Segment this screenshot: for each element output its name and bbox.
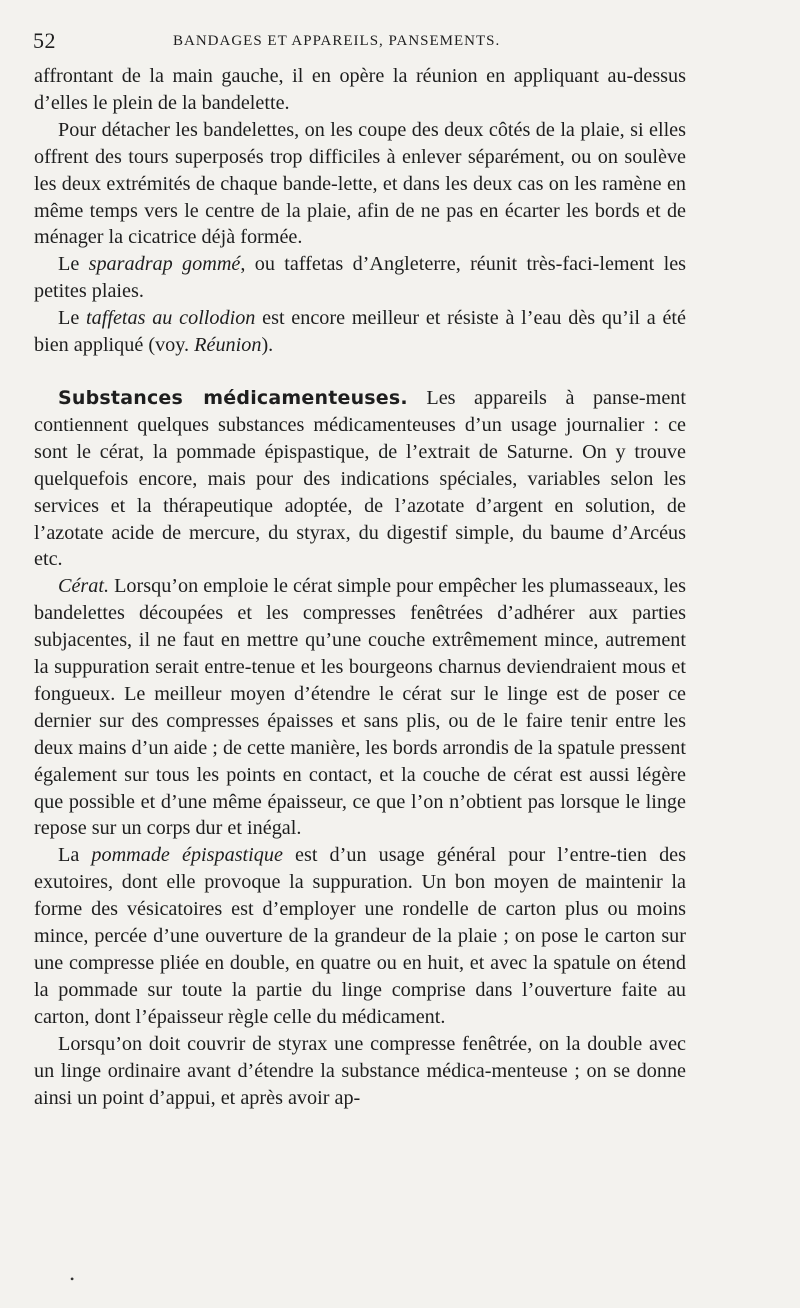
paragraph-2: Pour détacher les bandelettes, on les coupe des deux côtés de la plaie, si elles offrent des tours superposés trop difficiles à enlever séparément, ou on soulève les deux extrémités de chaque bande-lette, et dans les deux cas on les ramène en même temps vers le centre de la plaie, afin de ne pas en écarter les bords et de ménager la cicatrice déjà formée. [34, 118, 686, 249]
paragraph-4-start: Le [58, 307, 87, 330]
body-text [34, 63, 686, 1111]
paragraph-7-rest: est d’un usage général pour l’entre-tien des exutoires, dont elle provoque la suppuration. Un bon moyen de maintenir la forme des vésicatoires est d’employer une rondelle de carton plus ou moins mince, percée d’une ouverture de la grandeur de la plaie ; on pose le carton sur une compresse pliée en double, en quatre ou en huit, et avec la spatule on étend la pommade sur toute la partie du linge comprise dans l’ouverture faite au carton, dont l’épaisseur règle celle du médicament. [34, 844, 686, 1028]
paragraph-4-end: ). [261, 334, 274, 357]
paragraph-3-rest: , ou taffetas d’Angleterre, réunit très-faci-lement les petites plaies. [34, 253, 687, 303]
section-heading-substances: Substances médicamenteuses. [58, 386, 408, 409]
paragraph-1: affrontant de la main gauche, il en opère la réunion en appliquant au-dessus d’elles le plein de la bandelette. [34, 65, 686, 114]
paragraph-3 [34, 251, 686, 305]
term-taffetas-collodion: taffetas au collodion [86, 307, 256, 330]
term-pommade-epispastique: pommade épispastique [91, 844, 283, 867]
print-speck: • [70, 1272, 75, 1286]
reference-reunion: Réunion [194, 334, 262, 357]
paragraph-5-text: Les appareils à panse-ment contiennent quelques substances médicamenteuses d’un usage journalier : ce sont le cérat, la pommade épispastique, de l’extrait de Saturne. On y trouve quelquefois encore, mais pour des indications spéciales, variables selon les services et la thérapeutique adoptée, de l’azotate d’argent en solution, de l’azotate acide de mercure, du styrax, du digestif simple, du baume d’Arcéus etc. [34, 386, 686, 571]
paragraph-4-middle: est encore meilleur et résiste à l’eau dès qu’il a été bien appliqué (voy. [34, 307, 686, 357]
page-header [33, 28, 773, 56]
paragraph-7 [34, 842, 686, 1030]
term-sparadrap-gomme: sparadrap gommé [88, 253, 241, 276]
paragraph-6 [34, 573, 686, 842]
paragraph-7-start: La [58, 844, 92, 867]
paragraph-3-start: Le [58, 253, 89, 276]
paragraph-6-text: Lorsqu’on emploie le cérat simple pour empêcher les plumasseaux, les bandelettes découpées et les compresses fenêtrées d’adhérer aux parties subjacentes, il ne faut en mettre qu’une couche extrêmement mince, autrement la suppuration serait entre-tenue et les bourgeons charnus deviendraient mous et fongueux. Le meilleur moyen d’étendre le cérat sur le linge est de poser ce dernier sur des compresses épaisses et sans plis, ou de le faire tenir entre les deux mains d’un aide ; de cette manière, les bords arrondis de la spatule pressent également sur tous les points en contact, et la couche de cérat est aussi légère que possible et d’une même épaisseur, ce que l’on n’obtient pas lorsque le linge repose sur un corps dur et inégal. [34, 575, 686, 840]
paragraph-8: Lorsqu’on doit couvrir de styrax une compresse fenêtrée, on la double avec un linge ordinaire avant d’étendre la substance médica-menteuse ; on se donne ainsi un point d’appui, et après avoir ap- [34, 1032, 686, 1109]
paragraph-5 [34, 385, 686, 573]
term-cerat: Cérat. [58, 575, 110, 598]
running-title: BANDAGES ET APPAREILS, PANSEMENTS. [173, 33, 501, 49]
page-number: 52 [33, 28, 56, 53]
paragraph-4 [34, 305, 686, 359]
